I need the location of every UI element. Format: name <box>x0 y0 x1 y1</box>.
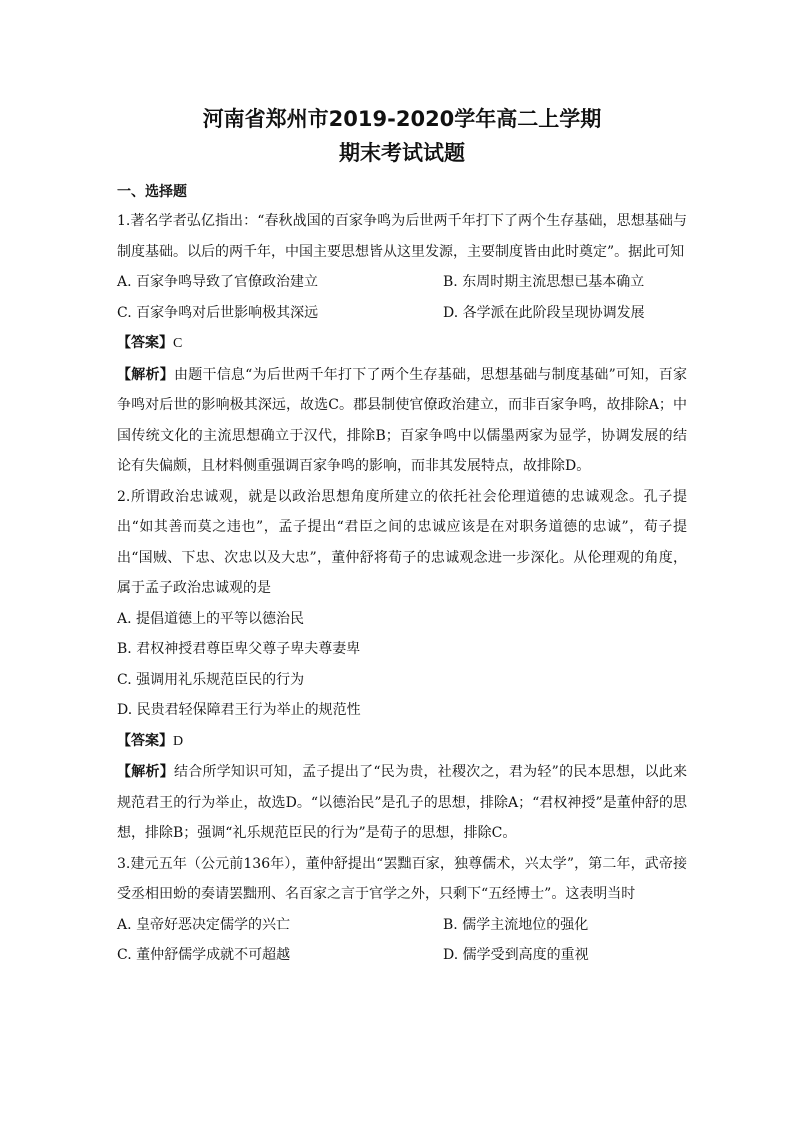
question-3-option-c: C. 董仲舒儒学成就不可超越 <box>117 947 291 963</box>
question-3-option-b: B. 儒学主流地位的强化 <box>443 916 589 933</box>
document-title: 河南省郑州市2019-2020学年高二上学期 <box>202 107 602 131</box>
question-3-options <box>117 910 687 971</box>
question-1-answer <box>117 328 687 360</box>
question-1-option-a: A. 百家争鸣导致了官僚政治建立 <box>117 274 319 290</box>
question-2-option-c: C. 强调用礼乐规范臣民的行为 <box>117 671 305 688</box>
document-page <box>117 102 687 971</box>
document-subtitle: 期末考试试题 <box>339 141 465 165</box>
answer-value: C <box>173 336 183 351</box>
question-2-stem: 2.所谓政治忠诚观，就是以政治思想角度所建立的依托社会伦理道德的忠诚观念。孔子提出“如其善而莫之违也”，孟子提出“君臣之间的忠诚应该是在对职务道德的忠诚”，荀子提出“国贼、下忠、次忠以及大忠”，董仲舒将荀子的忠诚观念进一步深化。从伦理观的角度，属于孟子政治忠诚观的是 <box>117 488 687 596</box>
answer-value: D <box>173 733 184 749</box>
section-heading: 一、选择题 <box>117 184 187 200</box>
question-1-option-c: C. 百家争鸣对后世影响极其深远 <box>117 304 319 321</box>
analysis-tag: 【解析】 <box>117 366 174 383</box>
question-1-option-d: D. 各学派在此阶段呈现协调发展 <box>443 304 645 321</box>
analysis-text: 结合所学知识可知，孟子提出了“民为贵，社稷次之，君为轻”的民本思想，以此来规范君王的行为举止，故选D。“以德治民”是孔子的思想，排除A；“君权神授”是董仲舒的思想，排除B；强调“礼乐规范臣民的行为”是荀子的思想，排除C。 <box>117 764 687 841</box>
answer-tag: 【答案】 <box>117 335 173 351</box>
question-2-option-b: B. 君权神授君尊臣卑父尊子卑夫尊妻卑 <box>117 641 361 657</box>
analysis-text: 由题干信息“为后世两千年打下了两个生存基础，思想基础与制度基础”可知，百家争鸣对后世的影响极其深远，故选C。郡县制使官僚政治建立，而非百家争鸣，故排除A；中国传统文化的主流思想确立于汉代，排除B；百家争鸣中以儒墨两家为显学，协调发展的结论有失偏颇，且材料侧重强调百家争鸣的影响，而非其发展特点，故排除D。 <box>117 366 687 474</box>
question-2-option-a: A. 提倡道德上的平等以德治民 <box>117 610 305 627</box>
question-1-option-b: B. 东周时期主流思想已基本确立 <box>443 274 645 290</box>
question-3-option-a: A. 皇帝好恶决定儒学的兴亡 <box>117 916 291 933</box>
question-2-option-d: D. 民贵君轻保障君王行为举止的规范性 <box>117 702 361 718</box>
question-1-stem: 1.著名学者弘亿指出：“春秋战国的百家争鸣为后世两千年打下了两个生存基础，思想基础与制度基础。以后的两千年，中国主要思想皆从这里发源，主要制度皆由此时奠定”。据此可知 <box>117 213 687 260</box>
analysis-tag: 【解析】 <box>117 764 174 780</box>
question-1-analysis <box>117 360 687 482</box>
question-1-options <box>117 267 687 328</box>
question-2-analysis <box>117 757 687 849</box>
question-2-answer <box>117 726 687 758</box>
question-3-stem: 3.建元五年（公元前136年），董仲舒提出“罢黜百家，独尊儒术，兴太学”，第二年，武帝接受丞相田蚡的奏请罢黜刑、名百家之言于官学之外，只剩下“五经博士”。这表明当时 <box>117 855 687 902</box>
answer-tag: 【答案】 <box>117 732 173 749</box>
question-3-option-d: D. 儒学受到高度的重视 <box>443 947 589 963</box>
